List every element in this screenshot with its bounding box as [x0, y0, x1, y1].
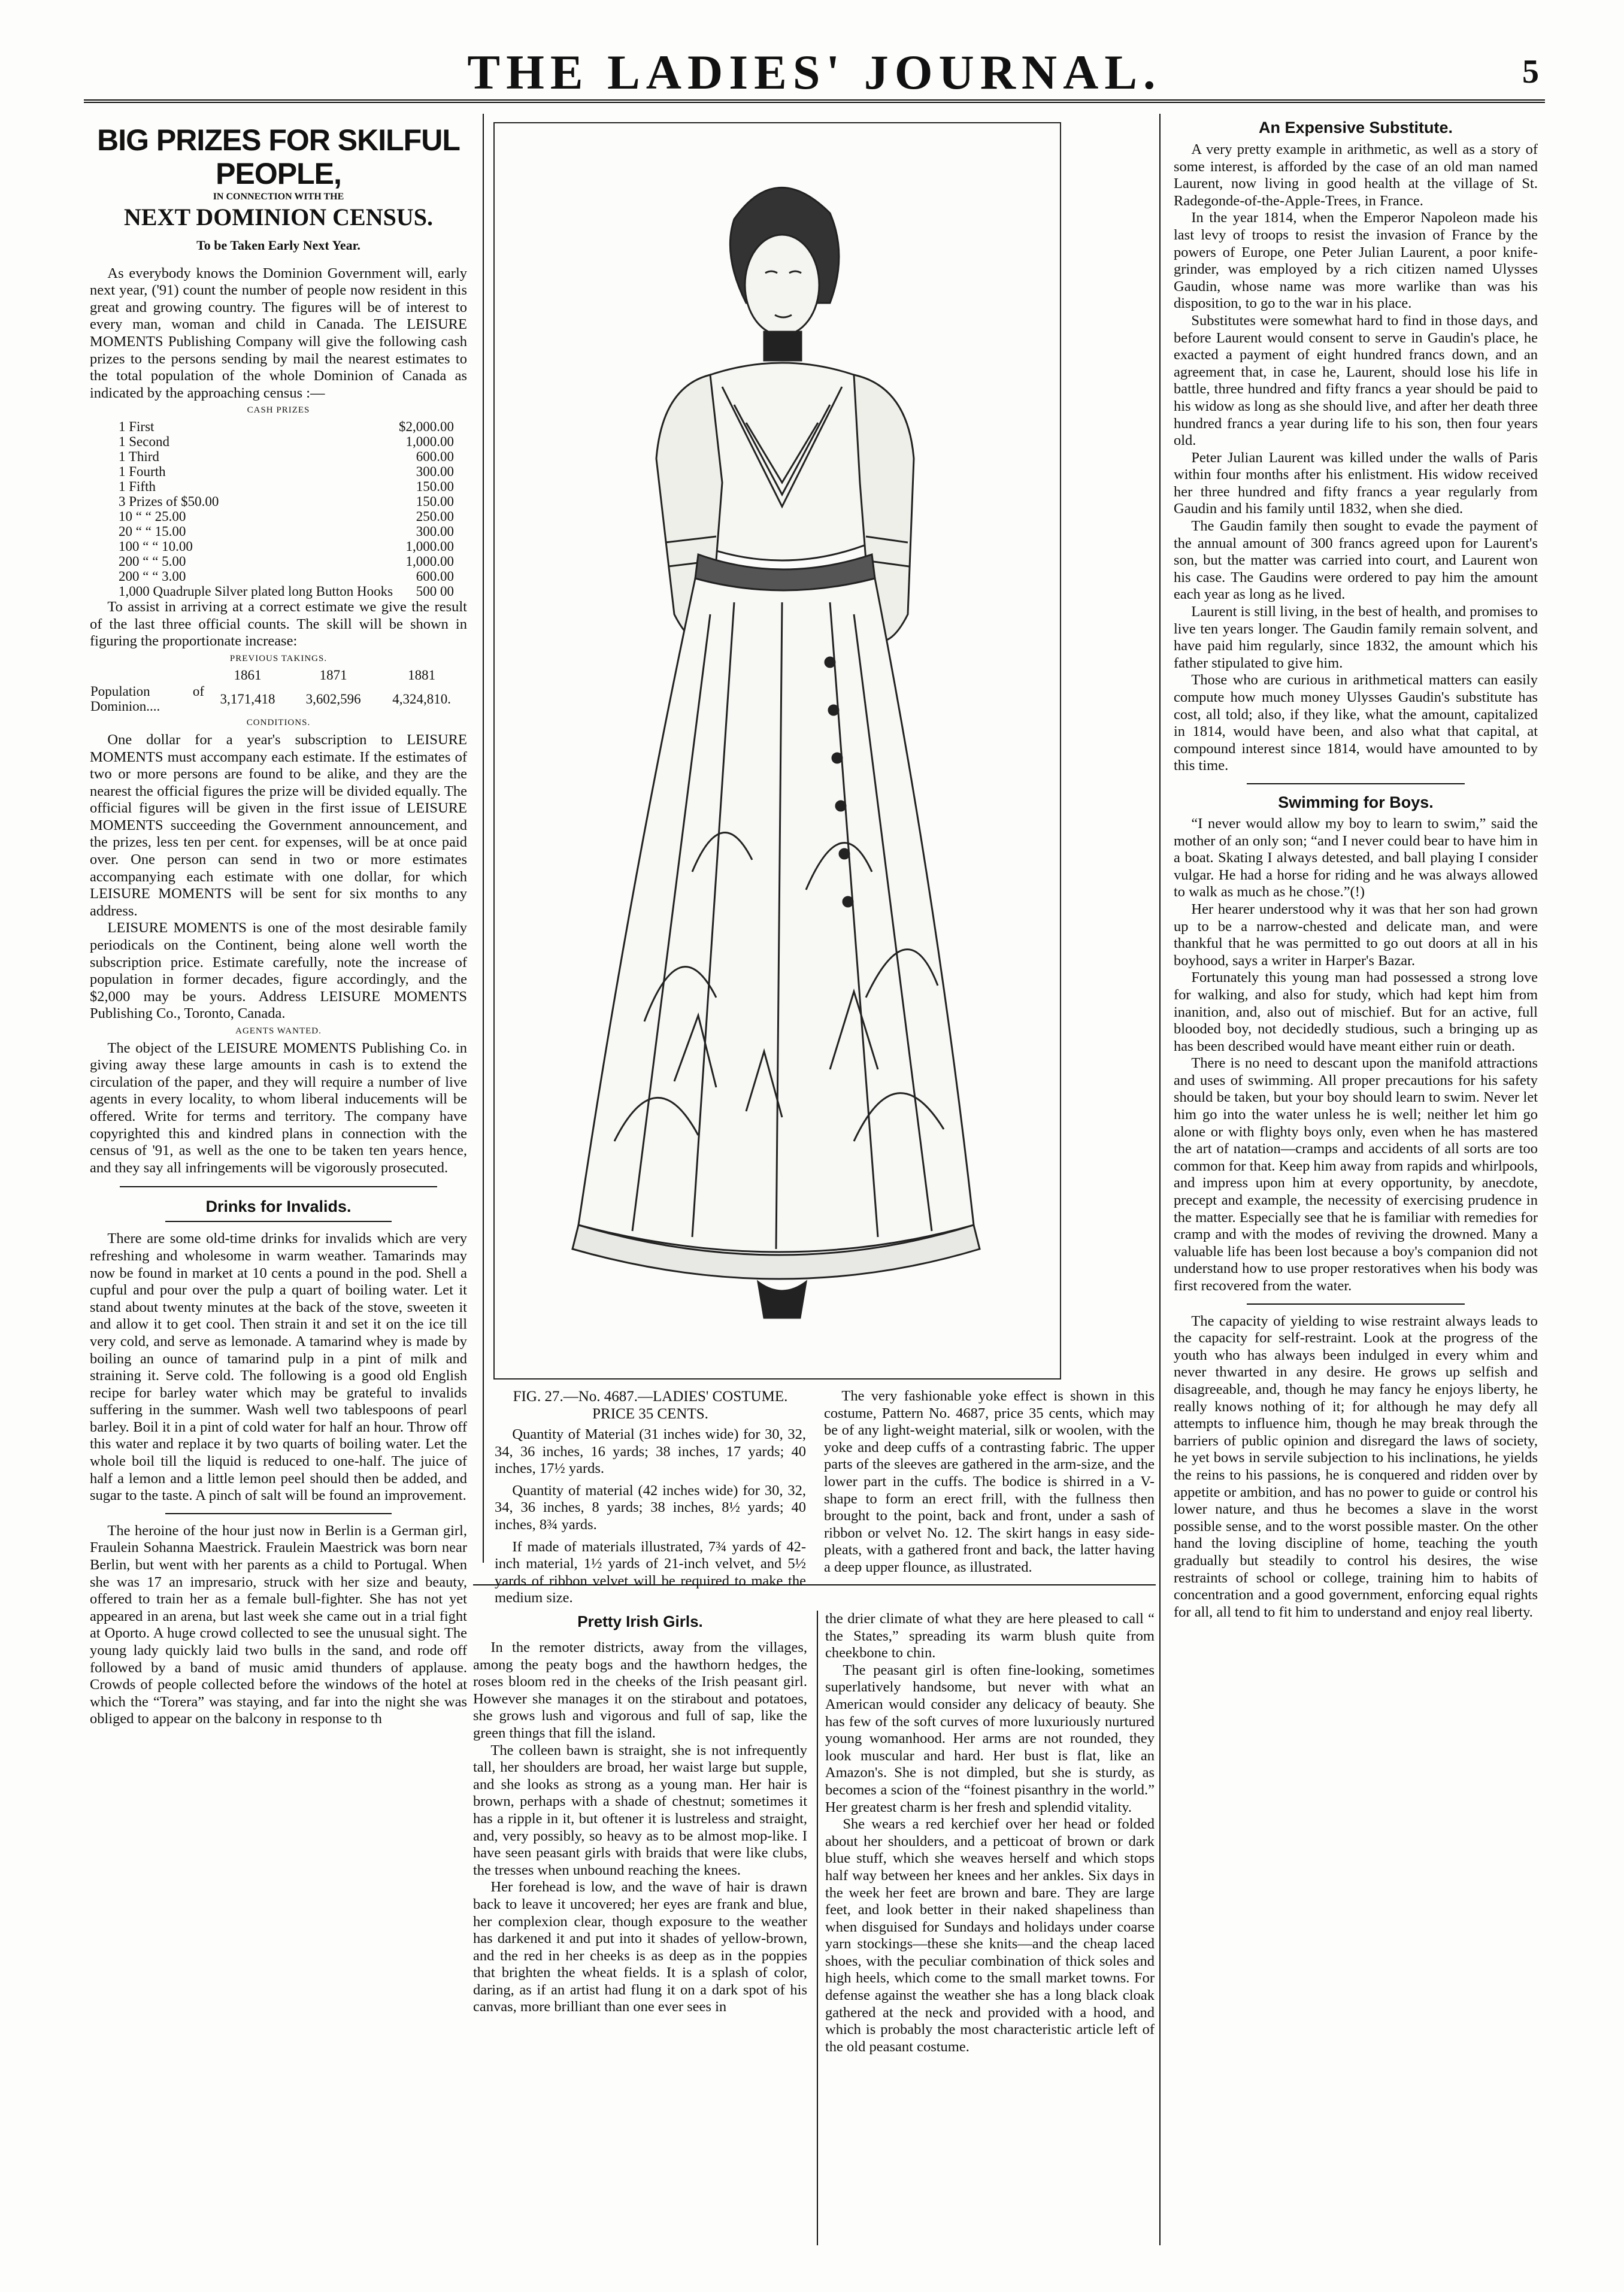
costume-description-column [824, 1388, 1155, 1576]
left-column [90, 123, 467, 1728]
prize-label: 1 First [119, 419, 154, 434]
prize-label: 100 “ “ 10.00 [119, 538, 193, 554]
prizes-agents: The object of the LEISURE MOMENTS Publishing Co. in giving away these large amounts in cash is to extend the circulation of the paper, and they will require a number of live agents in every locality, to whom liberal inducements will be offered. Write for terms and territory. The company have copyrighted this and kindred plans in connection with the census of '91, as well as the one to be taken ten years hence, and they say all infringements will be vigorously prosecuted. [90, 1039, 467, 1176]
quantity-illustrated: If made of materials illustrated, 7¾ yards of 42-inch material, 1½ yards of 21-inch velvet, and 5½ yards of ribbon velvet will be required to make the medium size. [495, 1538, 806, 1606]
agents-heading: AGENTS WANTED. [235, 1026, 322, 1036]
prize-row [119, 434, 454, 449]
prize-label: 1 Third [119, 448, 159, 464]
substitute-para: Peter Julian Laurent was killed under the walls of Paris within four months after his enlistment. His widow received her three hundred and fifty francs a year regularly from Gaudin and his family until 1832, when she died. [1174, 449, 1538, 517]
drinks-body: There are some old-time drinks for invalids which are very refreshing and wholesome in warm weather. Tamarinds may now be found in market at 10 cents a pound in the pod. Shell a cupful and pour over the pulp a quart of boiling water. Let it stand about twenty minutes at the back of the stove, sweeten it and allow it to get cool. Then strain it and set it on the ice till very cold, and serve as lemonade. A tamarind whey is made by boiling an ounce of tamarind pulp in a pint of milk and straining it. Serve cold. The following is a good old English recipe for barley water which may be grateful to invalids suffering in the summer. Wash well two tablespoons of pearl barley. Boil it in a pint of cold water for half an hour. Throw off this water and replace it by two quarts of boiling water. Let the whole boil till the liquid is reduced to one-half. The juice of half a lemon and a little lemon peel should then be added, and sugar to the taste. A pinch of salt will be found an improvement. [90, 1230, 467, 1504]
prize-amount: 1,000.00 [405, 538, 454, 554]
irish-para: Her forehead is low, and the wave of hair is drawn back to leave it uncovered; her eyes are frank and blue, her complexion clear, though exposure to the weather has darkened it and put into it shades of yellow-brown, and the red in her cheeks is as deep as in the poppies that brighten the wheat fields. It is a splash of color, daring, as if an artist had flung it on a dark spot of his canvas, more brilliant than one ever sees in [473, 1879, 807, 2015]
substitute-para: A very pretty example in arithmetic, as well as a story of some interest, is afforded by the case of an old man named Laurent, now living in good health at the village of St. Radegonde-of-the-Apple-Trees, in France. [1174, 141, 1538, 209]
census-value: 3,602,596 [305, 691, 361, 707]
prize-label: 1 Second [119, 433, 169, 449]
census-year: 1861 [234, 668, 262, 683]
section-rule [165, 1513, 392, 1514]
prize-label: 200 “ “ 5.00 [119, 553, 186, 569]
prize-row [119, 479, 454, 494]
substitute-para: The Gaudin family then sought to evade the payment of the annual amount of 300 francs agreed upon for Laurent's son, but the matter was carried into court, and Laurent won his case. The Gaudins were ordered to pay him the amount each year as long as he lived. [1174, 518, 1538, 603]
column-divider-right [1159, 114, 1161, 2245]
prizes-tagline: To be Taken Early Next Year. [196, 238, 360, 253]
prize-label: 10 “ “ 25.00 [119, 508, 186, 524]
heroine-body: The heroine of the hour just now in Berlin is a German girl, Fraulein Sohanna Maestrick. Fraulein Maestrick was born near Berlin, but went with her parents as a child to Portugal. When she was 17 an impresario, struck with her size and beauty, offered to train her as a female bull-fighter. She has not yet appeared in an arena, but last week she came out in a trial fight at Oporto. A huge crowd collected to see the unusual sight. The young lady quickly laid two bulls in the sand, and rode off followed by a band of music amid thunders of applause. Crowds of people collected before the windows of the hotel at which the “Torera” was staying, and far into the night she was obliged to appear on the balcony in response to th [90, 1522, 467, 1727]
prize-amount: 600.00 [416, 448, 454, 464]
prizes-intro: As everybody knows the Dominion Government will, early next year, ('91) count the number of people now resident in this great and growing country. The figures will be of interest to every man, woman and child in Canada. The LEISURE MOMENTS Publishing Company will give the following cash prizes to the persons sending by mail the nearest estimates to the total population of the whole Dominion of Canada as indicated by the approaching census :— [90, 265, 467, 401]
section-rule [1247, 1303, 1465, 1305]
prize-amount: 250.00 [416, 508, 454, 524]
irish-para: She wears a red kerchief over her head or folded about her shoulders, and a petticoat of brown or dark blue stuff, which she weaves herself and which stops half way between her knees and her ankles. Six days in the week her feet are brown and bare. They are large feet, and look better in their naked shapeliness than when disguised for Sundays and holidays under coarse yarn stockings—these she knits—and the cheap laced shoes, with the peculiar combination of thick soles and high heels, which come to the small market towns. For defense against the weather she has a long black cloak gathered at the neck and provided with a hood, and which is probably the most characteristic article left of the old peasant costume. [825, 1816, 1155, 2055]
section-rule [120, 1186, 437, 1187]
page-number: 5 [1522, 53, 1539, 90]
swimming-para: There is no need to descant upon the manifold attractions and uses of swimming. All proper precautions for his safety should be taken, but your boy should learn to swim. Never let him go into the water unless he is well; neither let him go alone or with flighty boys only, even when he has mastered the art of natation—cramps and accidents of all sorts are too common for that. Keep him away from rapids and whirlpools, and impress upon him at every opportunity, by anecdote, precept and example, the necessity of exercising prudence in the matter. Especially see that he is familiar with remedies for cramp and with the modes of reviving the drowned. Many a valuable life has been lost because a boy's companion did not understand how to use proper restoratives when his body was first recovered from the water. [1174, 1055, 1538, 1294]
prizes-subtitle: NEXT DOMINION CENSUS. [123, 204, 433, 231]
substitute-para: Laurent is still living, in the best of health, and promises to live ten years longer. The Gaudin family remain solvent, and have paid him regularly, since 1832, the amount which his father stipulated to give him. [1174, 604, 1538, 671]
prize-label: 1,000 Quadruple Silver plated long Button Hooks [119, 583, 393, 599]
prize-row [119, 449, 454, 464]
prize-amount: 500 00 [416, 583, 454, 599]
prizes-connection: IN CONNECTION WITH THE [213, 192, 344, 202]
prize-row [119, 524, 454, 539]
prize-row [119, 584, 454, 599]
prizes-headline: BIG PRIZES FOR SKILFUL PEOPLE, [97, 123, 460, 190]
column-divider-irish [817, 1611, 818, 2245]
masthead [84, 42, 1545, 103]
costume-description: The very fashionable yoke effect is shown in this costume, Pattern No. 4687, price 35 cents, which may be of any light-weight material, silk or woolen, with the yoke and deep cuffs of a contrasting fabric. The upper parts of the sleeves are gathered in the arm-size, and the lower part in the cuffs. The bodice is shirred in a V-shape to form an erect frill, with the fullness then brought to the point, back and front, under a sash of ribbon or velvet No. 12. The skirt hangs in easy side-pleats, with a gathered front and back, the latter having a deep upper flounce, as illustrated. [824, 1388, 1155, 1575]
prize-label: 200 “ “ 3.00 [119, 568, 186, 584]
irish-para: In the remoter districts, away from the villages, among the peaty bogs and the hawthorn hedges, the roses bloom red in the cheeks of the Irish peasant girl. However she manages it on the stirabout and potatoes, she grows lush and vigorous and full of sap, like the green things that fill the island. [473, 1639, 807, 1741]
quantity-31-inch: Quantity of Material (31 inches wide) for 30, 32, 34, 36 inches, 16 yards; 38 inches, 17 yards; 40 inches, 17½ yards. [495, 1426, 806, 1477]
swimming-para: “I never would allow my boy to learn to swim,” said the mother of an only son; “and I never could bear to have him in a boat. Skating I always detested, and ball playing I consider vulgar. He had a horse for riding and he was always allowed to walk as much as he chose.”(!) [1174, 815, 1538, 901]
irish-headline: Pretty Irish Girls. [577, 1612, 703, 1630]
caption-column [495, 1388, 806, 1607]
cash-prizes-heading: CASH PRIZES [247, 405, 310, 416]
prizes-assist: To assist in arriving at a correct estimate we give the result of the last three official counts. The skill will be shown in figuring the proportionate increase: [90, 598, 467, 650]
prize-row [119, 419, 454, 434]
census-year: 1881 [408, 668, 436, 683]
irish-para: the drier climate of what they are here pleased to call “ the States,” spreading its warm blush quite from cheekbone to chin. [825, 1611, 1155, 1662]
prize-amount: 150.00 [416, 493, 454, 509]
prize-row [119, 464, 454, 479]
swimming-para: Fortunately this young man had possessed a strong love for walking, and also for study, which had kept him from inanition, and, also out of mischief. But for an active, full blooded boy, not decidedly studious, such a bringing up as has been described would have meant either ruin or death. [1174, 969, 1538, 1054]
swimming-headline: Swimming for Boys. [1278, 793, 1434, 811]
prize-label: 1 Fifth [119, 478, 156, 494]
costume-illustration [493, 122, 1061, 1380]
prize-amount: 1,000.00 [405, 433, 454, 449]
prizes-conditions: One dollar for a year's subscription to LEISURE MOMENTS must accompany each estimate. If the estimates of two or more persons are found to be alike, and they are the nearest the official figures the prize will be divided equally. The official figures will be given in the first issue of LEISURE MOMENTS succeeding the Government announcement, and the prizes, less ten per cent. for expenses, will be at once paid over. One person can send in two or more estimates accompanying each estimate with one dollar, for which LEISURE MOMENTS will be sent for six months to any address. [90, 731, 467, 919]
prizes-periodical: LEISURE MOMENTS is one of the most desirable family periodicals on the Continent, being alone well worth the subscription price. Estimate carefully, note the increase of population in former decades, figure accordingly, and the $2,000 may be yours. Address LEISURE MOMENTS Publishing Co., Toronto, Canada. [90, 920, 467, 1022]
prize-amount: $2,000.00 [399, 419, 454, 434]
costume-engraving [495, 123, 1060, 1378]
census-label: Population of Dominion.... [90, 684, 204, 714]
conditions-heading: CONDITIONS. [246, 718, 311, 728]
column-divider-left [483, 114, 484, 1563]
right-column [1174, 117, 1538, 1621]
swimming-para: The capacity of yielding to wise restraint always leads to the capacity for self-restraint. Look at the progress of the youth who has always been indulged in every whim and never thwarted in any desire. He grows up selfish and disagreeable, and, though he may fancy he enjoys liberty, he really knows nothing of it; for although he may defy all attempts to influence him, though he may break through the barriers of public opinion and disregard the laws of society, he yet bows in servile subjection to his inclinations, he yields the reins to his passions, he is conquered and ridden over by appetite or ambition, and has no power to guide or control his lower nature, and thus he becomes a slave in the worst possible sense, and to the worst possible master. On the other hand the loving discipline of home, teaching the youth gradually but steadily to control his desires, the wise restraints of school or college, training him to habits of concentration and a good government, enforcing equal rights for all, all tend to fit him to understand and enjoy real liberty. [1174, 1312, 1538, 1620]
prize-row [119, 509, 454, 524]
newspaper-title: THE LADIES' JOURNAL. [467, 45, 1162, 99]
prize-amount: 1,000.00 [405, 553, 454, 569]
prize-label: 1 Fourth [119, 463, 166, 479]
prize-amount: 150.00 [416, 478, 454, 494]
prize-row [119, 494, 454, 509]
swimming-para: Her hearer understood why it was that her son had grown up to be a narrow-chested and delicate man, and were thankful that he was permitted to go out doors at all in his boyhood, says a writer in Harper's Bazar. [1174, 901, 1538, 969]
irish-para: The colleen bawn is straight, she is not infrequently tall, her shoulders are broad, her waist large but supple, and she looks as strong as a young man. Her hair is brown, perhaps with a shade of chestnut; sometimes it has a ripple in it, but oftener it is lustreless and straight, and, very possibly, so heavy as to be almost mop-like. I have seen peasant girls with braids that were like clubs, the tresses when unbound reaching the knees. [473, 1742, 807, 1878]
substitute-para: Substitutes were somewhat hard to find in those days, and before Laurent would consent to serve in Gaudin's place, he exacted a payment of eight hundred francs down, and an agreement that, in case he, Laurent, should lose his life in battle, three hundred and fifty francs a year should be paid to his widow as long as she should live, and after her death three hundred francs a year during life to his son, then four years old. [1174, 312, 1538, 449]
census-value: 4,324,810. [392, 691, 451, 707]
drinks-headline: Drinks for Invalids. [205, 1197, 352, 1216]
census-year: 1871 [319, 668, 347, 683]
irish-column-2 [825, 1611, 1155, 2055]
figure-caption: FIG. 27.—No. 4687.—LADIES' COSTUME. [513, 1388, 788, 1405]
prize-label: 3 Prizes of $50.00 [119, 493, 219, 509]
prize-amount: 300.00 [416, 463, 454, 479]
figure-price: PRICE 35 CENTS. [592, 1406, 708, 1422]
substitute-para: Those who are curious in arithmetical matters can easily compute how much money Ulysses Gaudin's substitute has cost, all told; also, if they like, what the amount, capitalized in 1814, would have been, and also what that capital, at compound interest since 1814, would have amounted to by this time. [1174, 672, 1538, 774]
prize-amount: 600.00 [416, 568, 454, 584]
prize-row [119, 539, 454, 554]
section-rule [165, 1221, 392, 1222]
prize-row [119, 569, 454, 584]
section-rule [1247, 783, 1465, 784]
prize-row [119, 554, 454, 569]
cash-prizes-table [119, 419, 454, 599]
prize-amount: 300.00 [416, 523, 454, 539]
census-table [90, 667, 467, 714]
quantity-42-inch: Quantity of material (42 inches wide) for 30, 32, 34, 36 inches, 8 yards; 38 inches, 8½ yards; 40 inches, 8¾ yards. [495, 1482, 806, 1533]
census-value: 3,171,418 [220, 691, 275, 707]
irish-para: The peasant girl is often fine-looking, sometimes superlatively handsome, but never with what an American would consider any delicacy of beauty. She has few of the soft curves of more luxuriously nurtured young womanhood. Her arms are not rounded, they look muscular and hard. Her bust is flat, like an Amazon's. She is not dimpled, but she is sturdy, as becomes a scion of the “foinest pisanthry in the world.” Her greatest charm is her fresh and splendid vitality. [825, 1662, 1155, 1815]
substitute-headline: An Expensive Substitute. [1258, 119, 1453, 137]
irish-column-1 [473, 1611, 807, 2016]
substitute-para: In the year 1814, when the Emperor Napoleon made his last levy of troops to resist the invasion of France by the powers of Europe, one Peter Julian Laurent, a poor knife-grinder, was employed by a rich citizen named Ulysses Gaudin, whose name was more warlike than was his disposition, to go to the war in his place. [1174, 210, 1538, 312]
previous-takings-heading: PREVIOUS TAKINGS. [229, 653, 328, 663]
prize-label: 20 “ “ 15.00 [119, 523, 186, 539]
